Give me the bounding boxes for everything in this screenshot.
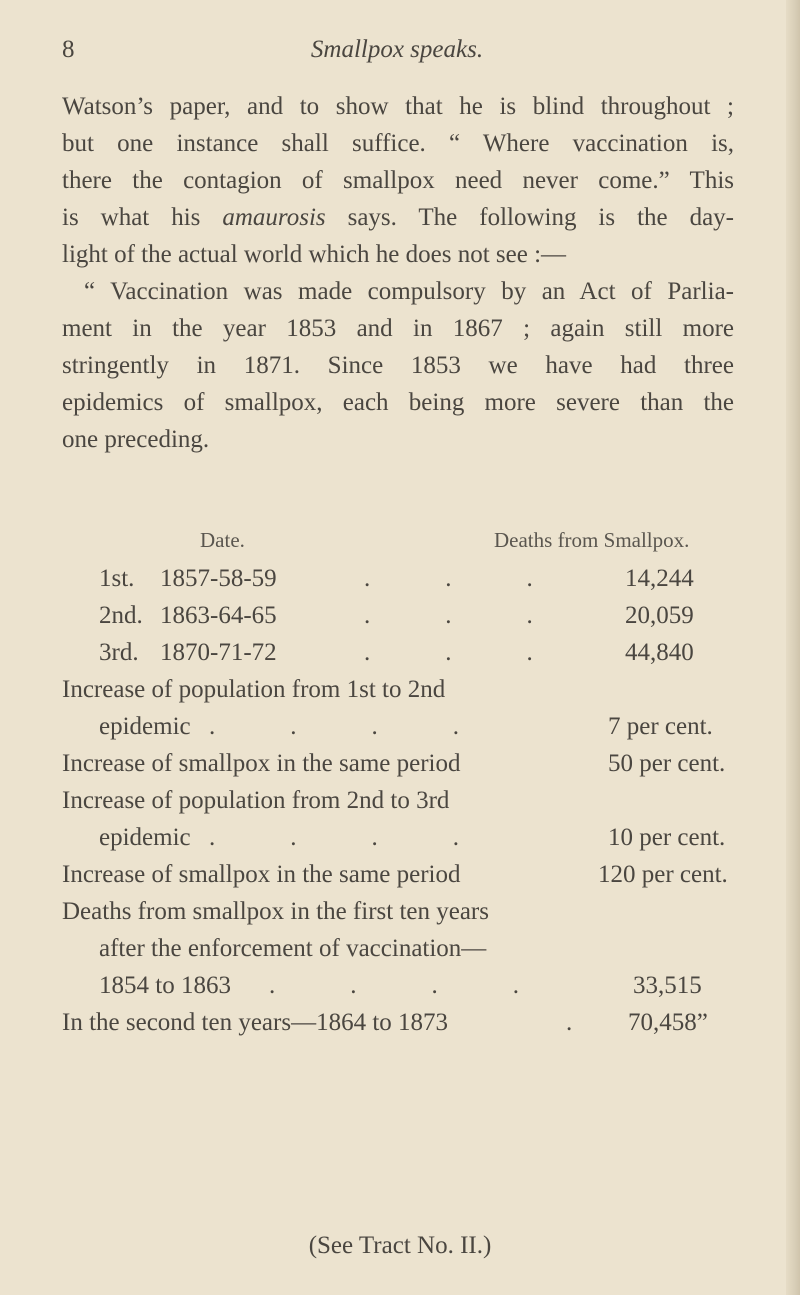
leader-dots: . [566, 1009, 573, 1036]
text-line: but one instance shall suffice. “ Where vaccination is, [62, 130, 734, 157]
body-text [62, 88, 734, 458]
stat-label: epidemic [99, 713, 191, 740]
stat-row [62, 676, 742, 713]
smallpox-table [62, 528, 742, 1046]
stat-row [62, 861, 742, 898]
table-row [62, 565, 742, 602]
running-title: Smallpox speaks. [310, 36, 484, 63]
footer-note: (See Tract No. II.) [308, 1232, 492, 1259]
emphasis-word: amaurosis [222, 204, 326, 231]
text-fragment: says. The following is the day- [325, 204, 735, 231]
stat-row [62, 1009, 742, 1046]
row-deaths: 44,840 [625, 639, 694, 666]
text-fragment: is what his [62, 204, 223, 231]
leader-dots: . . . . [209, 824, 459, 851]
row-deaths: 14,244 [625, 565, 694, 592]
stat-value: 70,458” [628, 1009, 708, 1036]
stat-label: Increase of smallpox in the same period [62, 861, 461, 888]
stat-label: Increase of population from 1st to 2nd [62, 676, 446, 703]
text-line [62, 199, 734, 236]
row-ordinal: 2nd. [99, 602, 143, 629]
stat-row [62, 824, 742, 861]
table-header-row [62, 528, 742, 565]
text-line: light of the actual world which he does not see :— [62, 241, 567, 268]
stat-row [62, 972, 742, 1009]
quote-start-line: “ Vaccination was made compulsory by an Act of Parlia- [84, 278, 734, 305]
text-line: one preceding. [62, 426, 210, 453]
table-row [62, 639, 742, 676]
row-deaths: 20,059 [625, 602, 694, 629]
leader-dots: . . . [364, 602, 533, 629]
stat-label: Increase of smallpox in the same period [62, 750, 461, 777]
text-line: ment in the year 1853 and in 1867 ; again still more [62, 315, 734, 342]
stat-value: 7 per cent. [608, 713, 713, 740]
row-years: 1857-58-59 [160, 565, 277, 592]
stat-value: 50 per cent. [608, 750, 726, 777]
leader-dots: . . . . [269, 972, 519, 999]
stat-label: after the enforcement of vaccination— [99, 935, 487, 962]
text-line: there the contagion of smallpox need never come.” This [62, 167, 734, 194]
leader-dots: . . . [364, 565, 533, 592]
stat-value: 33,515 [633, 972, 702, 999]
leader-dots: . . . . [209, 713, 459, 740]
stat-label: Increase of population from 2nd to 3rd [62, 787, 450, 814]
stat-row [62, 713, 742, 750]
stat-row [62, 750, 742, 787]
page-edge [786, 0, 800, 1295]
page-number: 8 [62, 36, 75, 63]
row-years: 1863-64-65 [160, 602, 277, 629]
stat-row [62, 898, 742, 935]
table-row [62, 602, 742, 639]
page-header [62, 36, 732, 76]
stat-label: In the second ten years—1864 to 1873 [62, 1009, 449, 1036]
leader-dots: . . . [364, 639, 533, 666]
column-header-deaths: Deaths from Smallpox. [494, 528, 690, 552]
row-ordinal: 3rd. [99, 639, 139, 666]
text-line: Watson’s paper, and to show that he is blind throughout ; [62, 93, 734, 120]
stat-value: 10 per cent. [608, 824, 726, 851]
text-line: stringently in 1871. Since 1853 we have had three [62, 352, 734, 379]
stat-label: epidemic [99, 824, 191, 851]
column-header-date: Date. [200, 528, 245, 552]
stat-row [62, 935, 742, 972]
row-ordinal: 1st. [99, 565, 135, 592]
row-years: 1870-71-72 [160, 639, 277, 666]
stat-label: Deaths from smallpox in the first ten years [62, 898, 489, 925]
stat-label: 1854 to 1863 [99, 972, 231, 999]
text-line: epidemics of smallpox, each being more severe than the [62, 389, 734, 416]
stat-value: 120 per cent. [598, 861, 728, 888]
stat-row [62, 787, 742, 824]
